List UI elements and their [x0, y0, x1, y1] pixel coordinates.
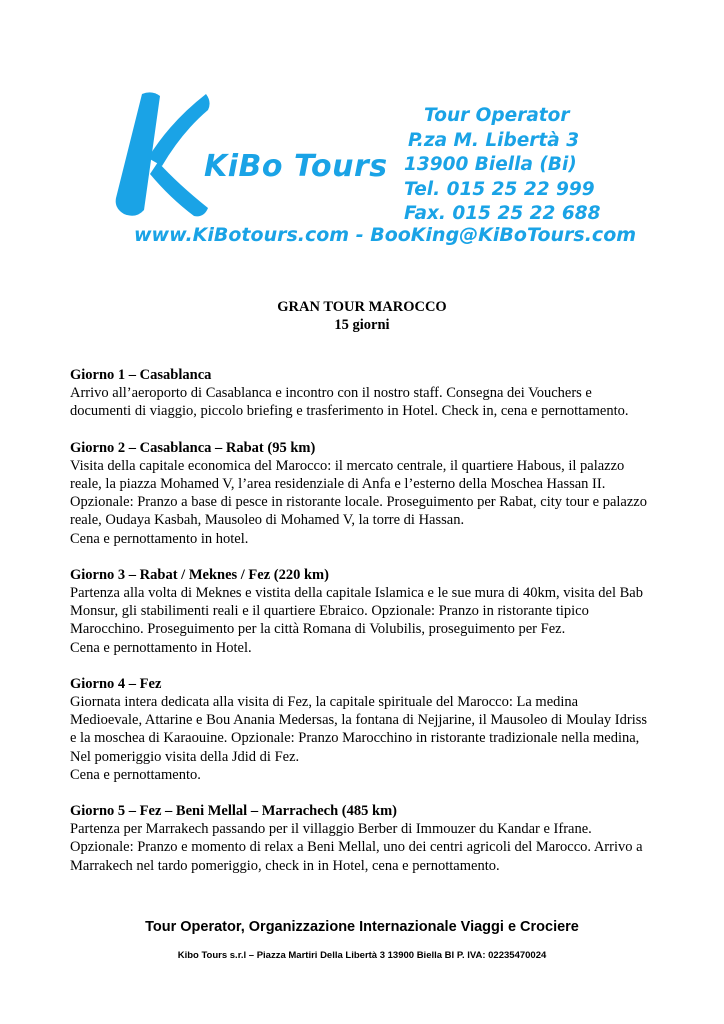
day-2 [70, 439, 670, 548]
document-title [0, 298, 724, 334]
day-text-line: Giornata intera dedicata alla visita di Fez, la capitale spirituale del Marocco: La medina [70, 694, 579, 711]
day-text-line: Opzionale: Pranzo a base di pesce in ristorante locale. Proseguimento per Rabat, city tour e palazzo [70, 494, 647, 511]
day-text-line: documenti di viaggio, piccolo briefing e trasferimento in Hotel. Check in, cena e pernottamento. [70, 403, 629, 420]
day-text-line: Partenza per Marrakech passando per il villaggio Berber di Immouzer du Kandar e Ifrane. [70, 821, 592, 838]
title-main: GRAN TOUR MAROCCO [277, 299, 447, 315]
title-duration: 15 giorni [334, 317, 390, 333]
footer-legal-info: Kibo Tours s.r.l – Piazza Martiri Della Libertà 3 13900 Biella BI P. IVA: 02235470024 [177, 950, 547, 961]
day-text-line: Marrakech nel tardo pomeriggio, check in in Hotel, cena e pernottamento. [70, 857, 500, 874]
day-text-line: reale, Oudaya Kasbah, Mausoleo di Mohamed V, la torre di Hassan. [70, 512, 465, 529]
day-text-line: Marocchino. Proseguimento per la città Romana di Volubilis, proseguimento per Fez. [70, 621, 566, 638]
day-text-line: Partenza alla volta di Meknes e vistita della capitale Islamica e le sue mura di 40km, visita del Bab [70, 585, 643, 602]
day-5 [70, 802, 670, 875]
contact-line-address: P.za M. Libertà 3 [408, 129, 580, 151]
day-heading: Giorno 4 – Fez [70, 675, 162, 692]
contact-line-tour-operator: Tour Operator [424, 105, 570, 126]
contact-line-city: 13900 Biella (Bi) [404, 154, 577, 175]
day-text-line: Visita della capitale economica del Marocco: il mercato centrale, il quartiere Habous, il palazzo [70, 457, 625, 474]
day-text-line: Nel pomeriggio visita della Jdid di Fez. [70, 748, 300, 765]
day-text-line: Monsur, gli stabilimenti reali e il quartiere Ebraico. Opzionale: Pranzo in ristorante tipico [70, 603, 589, 620]
day-heading: Giorno 1 – Casablanca [70, 367, 212, 383]
day-3 [70, 566, 670, 657]
day-4 [70, 675, 670, 784]
day-heading: Giorno 5 – Fez – Beni Mellal – Marrachech (485 km) [70, 803, 397, 820]
footer-tagline: Tour Operator, Organizzazione Internazionale Viaggi e Crociere [145, 919, 579, 935]
day-heading: Giorno 2 – Casablanca – Rabat (95 km) [70, 439, 316, 456]
day-text-line: e la moschea di Karaouine. Opzionale: Pranzo Marocchino in ristorante tradizionale nella medina, [70, 730, 640, 747]
day-1 [70, 366, 670, 421]
contact-line-fax: Fax. 015 25 22 688 [404, 203, 601, 224]
day-text-line: Cena e pernottamento in Hotel. [70, 639, 252, 656]
day-text-line: Opzionale: Pranzo e momento di relax a Beni Mellal, uno dei centri agricoli del Marocco. Arrivo a [70, 839, 643, 856]
itinerary [70, 366, 670, 893]
day-text-line: Cena e pernottamento. [70, 766, 201, 783]
day-text-line: reale, la piazza Mohamed V, l’area residenziale di Anfa e l’esterno della Moschea Hassan II. [70, 476, 606, 493]
contact-line-phone: Tel. 015 25 22 999 [404, 178, 595, 200]
brand-name: KiBo Tours [204, 149, 388, 184]
day-text-line: Cena e pernottamento in hotel. [70, 530, 249, 547]
day-text-line: Arrivo all’aeroporto di Casablanca e incontro con il nostro staff. Consegna dei Vouchers e [70, 385, 592, 402]
website-email-line: www.KiBotours.com - BooKing@KiBoTours.com [134, 224, 637, 246]
company-logo-header [0, 0, 724, 270]
kibo-k-logo [108, 88, 218, 223]
day-heading: Giorno 3 – Rabat / Meknes / Fez (220 km) [70, 566, 329, 583]
day-text-line: Medioevale, Attarine e Bou Anania Medersas, la fontana di Nejjarine, il Mausoleo di Moulay Idriss [70, 712, 648, 729]
contact-info-block [404, 104, 604, 227]
